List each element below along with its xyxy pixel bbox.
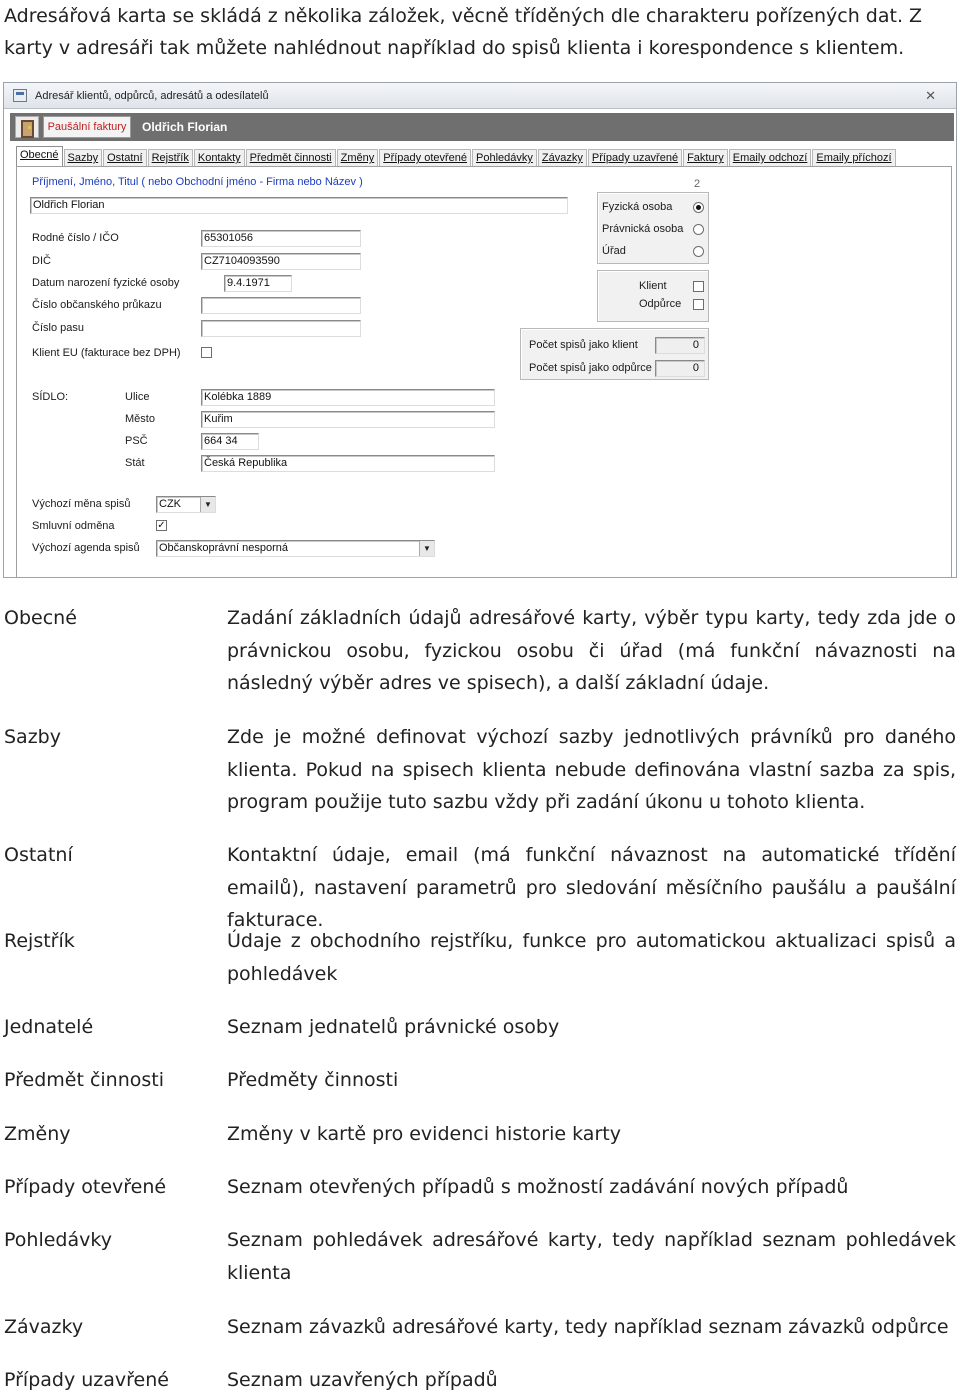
passport-input[interactable]: [201, 320, 361, 337]
agenda-select[interactable]: [156, 540, 435, 557]
tab-description: Seznam otevřených případů s možností zadávání nových případů: [227, 1176, 849, 1198]
type-fyzicka-label: Fyzická osoba: [602, 201, 673, 213]
tab-name: Sazby: [4, 726, 61, 748]
currency-label: Výchozí měna spisů: [32, 498, 131, 510]
pausal-invoices-button[interactable]: Paušální faktury: [43, 116, 131, 138]
tab-name: Případy uzavřené: [4, 1369, 169, 1391]
rc-input[interactable]: 65301056: [201, 230, 361, 247]
currency-select[interactable]: [156, 496, 216, 513]
tab-name: Rejstřík: [4, 930, 75, 952]
type-urad-radio[interactable]: [693, 246, 704, 257]
currency-value: CZK: [159, 498, 181, 510]
contract-fee-checkbox[interactable]: ✓: [157, 520, 166, 531]
tab-name: Závazky: [4, 1316, 84, 1338]
tab-description: Zadání základních údajů adresářové karty, výběr typu karty, tedy zda jde o právnickou osobu, fyzickou osobu či úřad (má funkční návaznosti na následný výběr adres ve spisech), a další základní údaje.: [227, 607, 956, 694]
exit-door-icon[interactable]: [15, 116, 39, 138]
tab-emaily-prichozi[interactable]: Emaily příchozí: [812, 149, 895, 167]
client-name-header: Oldřich Florian: [142, 120, 228, 134]
tab-pripady-uzavrene[interactable]: Případy uzavřené: [588, 149, 682, 167]
type-urad-label: Úřad: [602, 245, 626, 257]
eu-client-label: Klient EU (fakturace bez DPH): [32, 347, 181, 359]
tab-rejstrik[interactable]: Rejstřík: [148, 149, 193, 167]
count-opponent-label: Počet spisů jako odpůrce: [529, 362, 652, 374]
role-klient-label: Klient: [639, 280, 667, 292]
tab-name: Změny: [4, 1123, 71, 1145]
name-input[interactable]: Oldřich Florian: [30, 197, 568, 214]
role-klient-checkbox[interactable]: [693, 281, 704, 292]
address-book-window: [3, 82, 957, 578]
tab-predmet-cinnosti[interactable]: Předmět činnosti: [246, 149, 336, 167]
tab-name: Ostatní: [4, 844, 73, 866]
tab-description: Seznam jednatelů právnické osoby: [227, 1016, 560, 1038]
id-card-input[interactable]: [201, 297, 361, 314]
chevron-down-icon[interactable]: ▼: [200, 497, 215, 512]
state-label: Stát: [125, 457, 145, 469]
type-pravnicka-label: Právnická osoba: [602, 223, 684, 235]
role-odpurce-checkbox[interactable]: [693, 299, 704, 310]
eu-client-checkbox[interactable]: [201, 347, 212, 358]
tab-description: Seznam závazků adresářové karty, tedy například seznam závazků odpůrce: [227, 1316, 949, 1338]
tab-zmeny[interactable]: Změny: [337, 149, 379, 167]
count-opponent-value: 0: [655, 360, 705, 377]
tab-emaily-odchozi[interactable]: Emaily odchozí: [729, 149, 812, 167]
tab-description: Seznam pohledávek adresářové karty, tedy například seznam pohledávek klienta: [227, 1229, 956, 1284]
dic-label: DIČ: [32, 255, 51, 267]
street-label: Ulice: [125, 391, 150, 403]
tab-pohledavky[interactable]: Pohledávky: [472, 149, 537, 167]
agenda-label: Výchozí agenda spisů: [32, 542, 140, 554]
tab-description: Zde je možné definovat výchozí sazby jednotlivých právníků pro daného klienta. Pokud na spisech klienta nebude definována vlastní sazba za spis, program použije tuto sazbu vždy při zadání úkonu u tohoto klienta.: [227, 726, 956, 813]
birth-label: Datum narození fyzické osoby: [32, 277, 180, 289]
tab-pripady-otevrene[interactable]: Případy otevřené: [379, 149, 471, 167]
count-client-label: Počet spisů jako klient: [529, 339, 638, 351]
tab-description: Údaje z obchodního rejstříku, funkce pro automatickou aktualizaci spisů a pohledávek: [227, 930, 956, 985]
tab-description: Kontaktní údaje, email (má funkční návaznost na automatické třídění emailů), nastavení parametrů pro sledování měsíčního paušálu a paušální fakturace.: [227, 844, 956, 931]
tab-panel-obecne: [16, 166, 952, 578]
name-label: Příjmení, Jméno, Titul ( nebo Obchodní jméno - Firma nebo Název ): [32, 176, 363, 188]
role-odpurce-label: Odpůrce: [639, 298, 682, 310]
rc-label: Rodné číslo / IČO: [32, 232, 119, 244]
contract-fee-label: Smluvní odměna: [32, 520, 115, 532]
form-icon: [13, 89, 27, 102]
zip-label: PSČ: [125, 435, 148, 447]
tab-faktury[interactable]: Faktury: [683, 149, 728, 167]
tab-name: Obecné: [4, 607, 77, 629]
close-icon[interactable]: ✕: [925, 88, 936, 103]
zip-input[interactable]: 664 34: [201, 433, 259, 450]
type-fyzicka-radio[interactable]: [693, 202, 704, 213]
passport-label: Číslo pasu: [32, 322, 84, 334]
type-pravnicka-radio[interactable]: [693, 224, 704, 235]
tab-ostatni[interactable]: Ostatní: [103, 149, 146, 167]
tab-description: Změny v kartě pro evidenci historie karty: [227, 1123, 621, 1145]
street-input[interactable]: Kolébka 1889: [201, 389, 495, 406]
city-input[interactable]: Kuřim: [201, 411, 495, 428]
state-input[interactable]: Česká Republika: [201, 455, 495, 472]
tab-kontakty[interactable]: Kontakty: [194, 149, 245, 167]
tab-name: Jednatelé: [4, 1016, 94, 1038]
city-label: Město: [125, 413, 155, 425]
birth-input[interactable]: 9.4.1971: [224, 275, 292, 292]
tab-description: Seznam uzavřených případů: [227, 1369, 498, 1391]
window-title: Adresář klientů, odpůrců, adresátů a odesílatelů: [35, 90, 269, 102]
tab-description: Předměty činnosti: [227, 1069, 399, 1091]
toolbar-band: [10, 113, 954, 141]
tab-name: Předmět činnosti: [4, 1069, 165, 1091]
seat-label: SÍDLO:: [32, 391, 69, 403]
dic-input[interactable]: CZ7104093590: [201, 253, 361, 270]
count-client-value: 0: [655, 337, 705, 354]
role-group: [597, 270, 709, 322]
tab-sazby[interactable]: Sazby: [64, 149, 103, 167]
record-counter: 2: [694, 178, 701, 190]
agenda-value: Občanskoprávní nesporná: [159, 542, 289, 554]
window-titlebar: [4, 83, 956, 109]
id-card-label: Číslo občanského průkazu: [32, 299, 162, 311]
tab-strip: [16, 145, 897, 167]
tab-name: Případy otevřené: [4, 1176, 167, 1198]
chevron-down-icon[interactable]: ▼: [419, 541, 434, 556]
intro-paragraph: Adresářová karta se skládá z několika záložek, věcně tříděných dle charakteru pořízených dat. Z karty v adresáři tak můžete nahlédnout například do spisů klienta i korespondence s klientem.: [4, 5, 923, 59]
tab-obecne[interactable]: Obecné: [16, 146, 63, 167]
tab-name: Pohledávky: [4, 1229, 112, 1251]
tab-zavazky[interactable]: Závazky: [538, 149, 587, 167]
